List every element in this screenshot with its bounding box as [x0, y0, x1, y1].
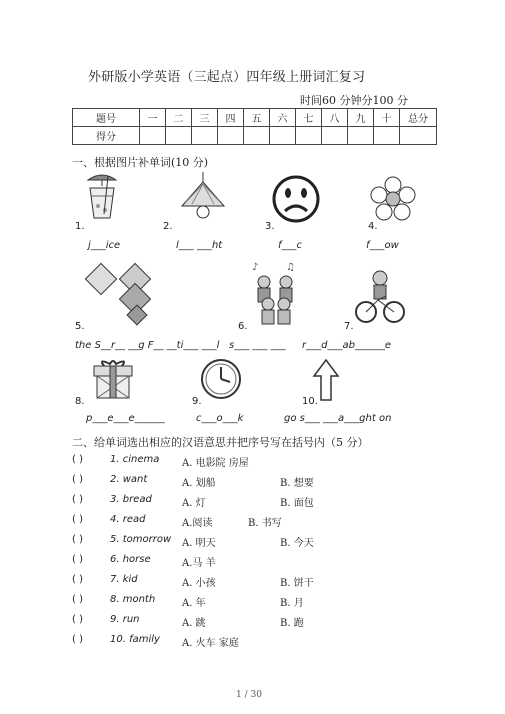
- question-word: 3. bread: [110, 494, 152, 505]
- answer-paren[interactable]: ( ): [72, 494, 83, 505]
- question-row: [72, 494, 452, 510]
- option-b: B. 跑: [280, 618, 304, 629]
- score-col: 五: [244, 109, 270, 127]
- question-row: [72, 634, 452, 650]
- question-word: 7. kid: [110, 574, 138, 585]
- item-5-blank[interactable]: the S__r__ __g F__ __ti___ ___l: [75, 340, 220, 351]
- score-table-header-row: [73, 109, 437, 127]
- score-table: [72, 108, 437, 145]
- item-6-blank[interactable]: s___ ___ ___: [229, 340, 286, 351]
- item-3-blank[interactable]: f___c: [278, 240, 303, 251]
- item-5-number: 5.: [75, 321, 85, 332]
- option-b: B. 今天: [280, 538, 314, 549]
- question-row: [72, 554, 452, 570]
- score-cell[interactable]: [348, 127, 374, 145]
- question-row: [72, 474, 452, 490]
- score-row-label: 得分: [73, 127, 140, 145]
- score-cell[interactable]: [270, 127, 296, 145]
- item-10-blank[interactable]: go s___ ___a___ght on: [284, 413, 392, 424]
- score-col: 八: [322, 109, 348, 127]
- option-b: B. 月: [280, 598, 304, 609]
- question-word: 5. tomorrow: [110, 534, 172, 545]
- question-word: 8. month: [110, 594, 156, 605]
- option-a: A. 电影院 房屋: [182, 458, 249, 469]
- page-number: 1 / 30: [236, 690, 262, 700]
- option-a: A.阅读: [182, 518, 213, 529]
- answer-paren[interactable]: ( ): [72, 534, 83, 545]
- answer-paren[interactable]: ( ): [72, 514, 83, 525]
- couplet-icon: [84, 264, 160, 326]
- question-row: [72, 594, 452, 610]
- item-7-blank[interactable]: r___d___ab______e: [302, 340, 392, 351]
- score-header-label: 题号: [73, 109, 140, 127]
- sad-face-icon: [271, 174, 321, 224]
- juice-glass-icon: [82, 172, 122, 222]
- score-cell[interactable]: [166, 127, 192, 145]
- score-cell[interactable]: [244, 127, 270, 145]
- score-cell[interactable]: [140, 127, 166, 145]
- option-b: B. 书写: [248, 518, 282, 529]
- option-a: A. 小孩: [182, 578, 216, 589]
- answer-paren[interactable]: ( ): [72, 594, 83, 605]
- hanging-lamp-icon: [176, 172, 230, 222]
- score-col: 一: [140, 109, 166, 127]
- score-col: 二: [166, 109, 192, 127]
- score-cell[interactable]: [192, 127, 218, 145]
- item-9-number: 9.: [192, 396, 202, 407]
- score-cell[interactable]: [296, 127, 322, 145]
- score-col: 七: [296, 109, 322, 127]
- question-row: [72, 454, 452, 470]
- question-row: [72, 514, 452, 530]
- flower-icon: [370, 176, 416, 222]
- option-a: A. 年: [182, 598, 206, 609]
- item-9-blank[interactable]: c___o___k: [196, 413, 244, 424]
- answer-paren[interactable]: ( ): [72, 454, 83, 465]
- option-a: A.马 羊: [182, 558, 216, 569]
- section2-heading: 二、给单词选出相应的汉语意思并把序号写在括号内（5 分）: [72, 436, 369, 449]
- answer-paren[interactable]: ( ): [72, 554, 83, 565]
- gift-box-icon: [90, 358, 136, 400]
- svg-text:♫: ♫: [286, 262, 295, 273]
- page-title: 外研版小学英语（三起点）四年级上册词汇复习: [88, 70, 366, 85]
- score-col: 四: [218, 109, 244, 127]
- item-6-number: 6.: [238, 321, 248, 332]
- question-word: 1. cinema: [110, 454, 160, 465]
- clock-icon: [200, 358, 242, 400]
- question-word: 4. read: [110, 514, 146, 525]
- option-a: A. 灯: [182, 498, 206, 509]
- score-col: 十: [374, 109, 400, 127]
- answer-paren[interactable]: ( ): [72, 614, 83, 625]
- option-a: A. 划船: [182, 478, 216, 489]
- score-cell[interactable]: [374, 127, 400, 145]
- singing-children-icon: [248, 260, 304, 326]
- item-1-blank[interactable]: j___ice: [88, 240, 121, 251]
- option-b: B. 面包: [280, 498, 314, 509]
- option-b: B. 想要: [280, 478, 314, 489]
- answer-paren[interactable]: ( ): [72, 474, 83, 485]
- question-word: 2. want: [110, 474, 148, 485]
- question-row: [72, 614, 452, 630]
- option-a: A. 明天: [182, 538, 216, 549]
- boy-riding-bike-icon: [354, 268, 406, 326]
- item-4-blank[interactable]: f___ow: [366, 240, 399, 251]
- score-col-total: 总分: [400, 109, 437, 127]
- score-cell[interactable]: [400, 127, 437, 145]
- score-cell[interactable]: [218, 127, 244, 145]
- item-8-blank[interactable]: p___e___e______: [86, 413, 165, 424]
- item-10-number: 10.: [302, 396, 318, 407]
- score-col: 六: [270, 109, 296, 127]
- item-8-number: 8.: [75, 396, 85, 407]
- question-row: [72, 574, 452, 590]
- item-1-number: 1.: [75, 221, 85, 232]
- time-info: 时间60 分钟分100 分: [300, 94, 408, 107]
- section1-heading: 一、根据图片补单词(10 分): [72, 156, 209, 169]
- option-b: B. 饼干: [280, 578, 314, 589]
- question-word: 6. horse: [110, 554, 151, 565]
- item-7-number: 7.: [344, 321, 354, 332]
- question-word: 10. family: [110, 634, 160, 645]
- score-table-score-row: [73, 127, 437, 145]
- item-3-number: 3.: [265, 221, 275, 232]
- question-word: 9. run: [110, 614, 140, 625]
- score-cell[interactable]: [322, 127, 348, 145]
- answer-paren[interactable]: ( ): [72, 574, 83, 585]
- item-4-number: 4.: [368, 221, 378, 232]
- answer-paren[interactable]: ( ): [72, 634, 83, 645]
- question-row: [72, 534, 452, 550]
- score-col: 九: [348, 109, 374, 127]
- item-2-number: 2.: [163, 221, 173, 232]
- svg-text:♪: ♪: [252, 262, 259, 273]
- item-2-blank[interactable]: l___ ___ht: [176, 240, 223, 251]
- option-a: A. 火车 家庭: [182, 638, 239, 649]
- score-col: 三: [192, 109, 218, 127]
- option-a: A. 跳: [182, 618, 206, 629]
